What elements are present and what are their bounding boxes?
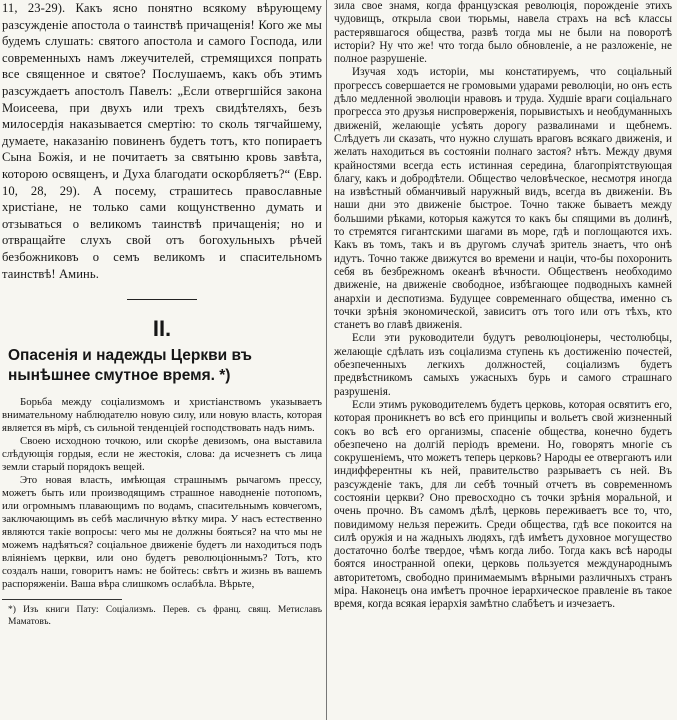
left-paragraph-2: Борьба между соціализмомъ и христіанствомъ указываетъ внимательному наблюдателю новую силу, или новую власть, которая является въ мірѣ, съ сильной тенденціей господствовать надъ нимъ. <box>2 396 322 435</box>
section-number: II. <box>152 316 172 342</box>
footnote: *) Изъ книги Пату: Соціализмъ. Перев. съ франц. свящ. Метиславъ Маматовъ. <box>8 605 322 628</box>
left-paragraph-3: Своею исходною точкою, или скорѣе девизомъ, она выставила слѣдующія гордыя, если не жестокія, слова: да исчезнетъ съ лица земли старый порядокъ вещей. <box>2 435 322 474</box>
right-paragraph-1: зила свое знамя, когда французская революція, порожденіе этихъ чудовищъ, открыла свои тюрьмы, навела страхъ на всѣ классы растерявшагося общества, развѣ тогда мы не были на поворотѣ исторіи? Ну что же! что тогда было обновленіе, а не разложеніе, не полное разрушеніе. <box>334 0 672 66</box>
right-paragraph-4: Если этимъ руководителемъ будетъ церковь, которая освятитъ его, которая проникнетъ во всѣ его принципы и вольетъ свой жизненный сокъ во всѣ его организмы, спасеніе общества, конечно будетъ обезпечено на долгій періодъ времени. Но, говорятъ многіе съ сокрушеніемъ, что можетъ теперь церковь? Народы ее отвергаютъ или индифферентны къ ней, правительство разрываетъ съ ней. Въ разсужденіе такъ, для ли себѣ точный отчетъ въ современномъ состояніи церкви? Оно превосходно съ точки зрѣнія моральной, и очень прочно. Въ самомъ дѣлѣ, церковь переживаетъ все то, что, повидимому нельзя пережить. Среди общества, гдѣ все покоится на силѣ оружія и на жадныхъ людяхъ, гдѣ имѣетъ духовное могущество достаточно болѣе твердое, чѣмъ когда либо. Тогда какъ всѣ народы боятся иностранной опеки, церковь пользуется международнымъ авторитетомъ, свободно принимаемымъ вѣрными различныхъ странъ міра. Наконецъ она имѣетъ прочное іерархическое правленіе въ такое время, когда всякая іерархія замѣтно слабѣетъ и изчезаетъ. <box>334 398 672 611</box>
left-paragraph-1: 11, 23-29). Какъ ясно понятно всякому вѣрующему разсужденіе апостола о таинствѣ причащенія! Кого же мы будемъ слушать: святого апостола и самого Господа, или современныхъ намъ лжеучителей, стремящихся попрать все священное и святое? Послушаемъ, какъ объ этимъ разсуждаетъ апостолъ Павелъ: „Если отвергшійся закона Моисеева, при двухъ или трехъ свидѣтеляхъ, безъ милосердія наказывается смертію: то сколь тягчайшему, думаете, наказанію повиненъ будетъ тотъ, кто попираетъ Сына Божія, и не почитаетъ за святыню кровь завѣта, которою освященъ, и Духа благодати оскорбляетъ?“ (Евр. 10, 28, 29). А посему, страшитесь православные христіане, не только сами кощунственно думать и отзываться о великомъ таинствѣ причащенія; но и отвращайте слухъ свой отъ богохульныхъ рѣчей безбожниковъ о семъ великомъ и спасительномъ таинствѣ! Аминь. <box>2 1 322 281</box>
footnote-rule <box>2 599 122 600</box>
left-column <box>2 0 322 628</box>
right-paragraph-2: Изучая ходъ исторіи, мы констатируемъ, что соціальный прогрессъ совершается не громовыми ударами революціи, но онъ есть дѣло медленной эволюціи нравовъ и труда. Худшіе враги соціальнаго прогресса это друзья ниспроверженія, порывистыхъ и необдуманныхъ движеній, желающіе усѣять дорогу развалинами и щебнемъ. Слѣдуетъ ли сказать, что нужно слушать враговъ всякаго движенія, и желать находиться въ состояніи полнаго застоя? нѣтъ. Между двумя крайностями всегда есть истинная середина, благопріятствующая благу, какъ и добродѣтели. Общество человѣческое, несмотря иногда на извѣстный обманчивый наружный видъ, всегда въ движеніи. Въ наши дни это движеніе быстрое. Точно также бываетъ между большими рѣками, которыя кажутся то какъ бы спящими въ долинѣ, то стремятся гигантскими шагами въ море, гдѣ и поглощаются ихъ. Какъ въ томъ, такъ и въ другомъ случаѣ зритель знаетъ, что онѣ идутъ. Точно также движутся во времени и націи, что-бы похоронить себя въ безбрежномъ океанѣ вѣчности. Общественъ необходимо движеніе, на движеніе свободное, избѣгающее подводныхъ камней анархіи и деспотизма. Будущее современнаго общества, именно съ точки зрѣнія экономической, зависитъ отъ того или отъ тѣхъ, кто станетъ во главѣ движенія. <box>334 66 672 332</box>
column-divider <box>326 0 327 720</box>
right-column <box>334 0 672 612</box>
section-title: Опасенія и надежды Церкви въ нынѣшнее смутное время. *) <box>8 347 252 385</box>
right-paragraph-3: Если эти руководители будутъ революціонеры, честолюбцы, желающіе сдѣлать изъ соціализма ступень къ достиженію почестей, обезпеченныхъ легкихъ должностей, соціализмъ будетъ предвѣстникомъ самыхъ ужасныхъ бурь и самого страшнаго разрушенія. <box>334 332 672 398</box>
section-separator <box>127 299 197 300</box>
left-paragraph-4: Это новая власть, имѣющая страшнымъ рычагомъ прессу, можетъ быть или производящимъ страшное наводненіе потопомъ, или огромнымъ плавающимъ по водамъ, спасительнымъ ковчегомъ, заключающимъ въ себѣ масличную вѣтку мира. У насъ естественно являются такіе вопросы: чего мы не должны бояться? на что мы не можемъ надѣяться? соціальное движеніе будетъ ли находиться подъ вліяніемъ церкви, или оно будетъ революціоннымъ? Тотъ, кто создалъ наши, говоритъ намъ: не бойтесь: свѣтъ и жизнь въ вашемъ распоряженіи. Ваша вѣра слишкомъ ослабѣла. Вѣрьте, <box>2 474 322 591</box>
